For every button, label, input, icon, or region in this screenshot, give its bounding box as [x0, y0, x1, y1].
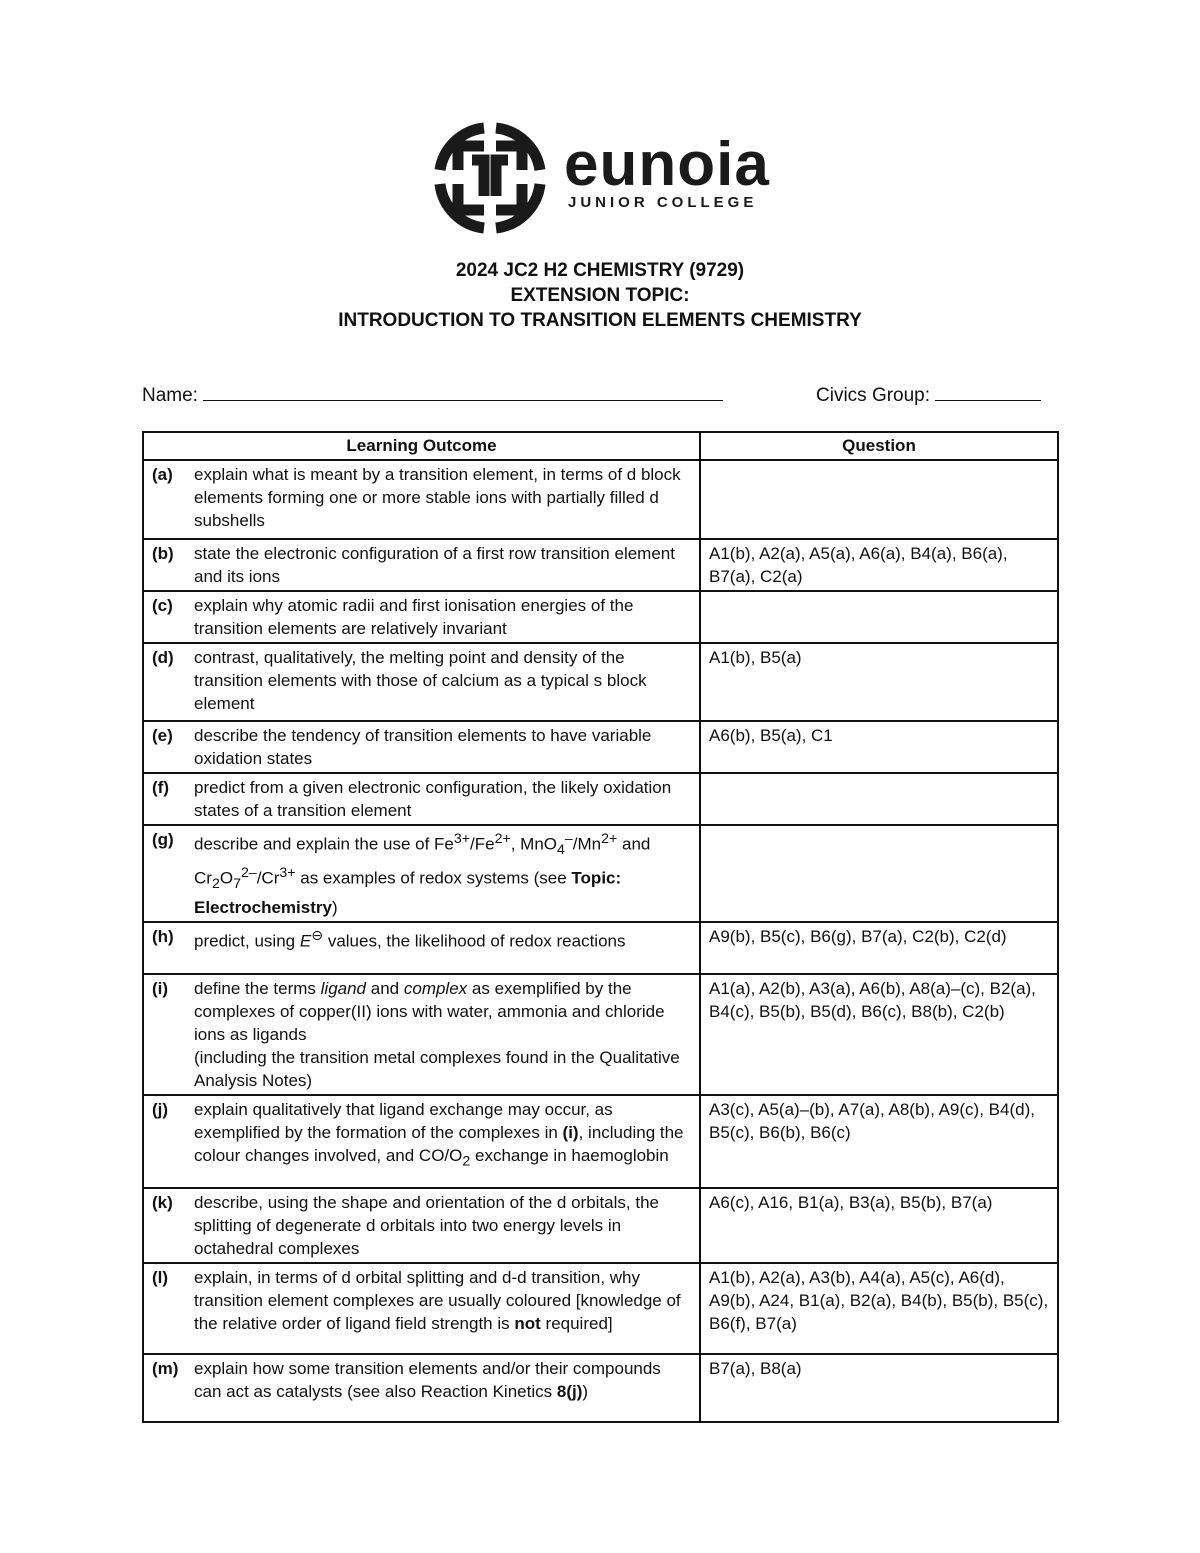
title-line-3: INTRODUCTION TO TRANSITION ELEMENTS CHEMISTRY — [338, 310, 862, 331]
civics-label: Civics Group: — [816, 385, 931, 406]
outcome-text: describe, using the shape and orientation of the d orbitals, the splitting of degenerate d orbitals into two energy levels in octahedral complexes — [194, 1193, 659, 1259]
table-row — [143, 721, 1058, 773]
table-row — [143, 922, 1058, 974]
name-field-row — [142, 382, 723, 407]
outcome-text: explain what is meant by a transition element, in terms of d block elements forming one or more stable ions with partially filled d subshells — [194, 465, 681, 530]
row-label: (a) — [152, 465, 173, 484]
table-row — [143, 1188, 1058, 1263]
question-refs: A1(b), A2(a), A5(a), A6(a), B4(a), B6(a), B7(a), C2(a) — [700, 539, 1058, 591]
row-label: (d) — [152, 648, 174, 667]
civics-field-row — [816, 382, 1041, 407]
question-refs: A6(c), A16, B1(a), B3(a), B5(b), B7(a) — [700, 1188, 1058, 1263]
row-label: (i) — [152, 979, 169, 999]
question-refs: B7(a), B8(a) — [700, 1354, 1058, 1422]
learning-outcomes-table — [142, 431, 1059, 1423]
question-refs — [700, 773, 1058, 825]
outcome-text: describe and explain the use of $Fe^{3+}/Fe^{2+}$, $MnO_4^-/Mn^{2+}$ and $Cr_2O_7^{2-}/Cr^{3+}$ as examples of redox systems (see Topic: Electrochemistry) — [194, 831, 651, 918]
row-label: (m) — [152, 1359, 179, 1379]
table-row — [143, 825, 1058, 922]
question-column-header: Question — [700, 432, 1058, 460]
document-title — [0, 258, 1200, 333]
question-refs — [700, 591, 1058, 643]
outcome-text: explain, in terms of d orbital splitting and d-d transition, why transition element complexes are usually coloured [knowledge of the relative order of ligand field strength is not required] — [194, 1268, 681, 1334]
outcome-text: explain how some transition elements and/or their compounds can act as catalysts (see also Reaction Kinetics 8(j)) — [194, 1359, 661, 1402]
table-row — [143, 1263, 1058, 1354]
brand-name: eunoia — [564, 130, 770, 199]
table-row — [143, 539, 1058, 591]
row-label: (l) — [152, 1268, 169, 1288]
outcome-text: predict, using E⊖ values, the likelihood of redox reactions — [194, 928, 626, 951]
table-row — [143, 773, 1058, 825]
question-refs: A9(b), B5(c), B6(g), B7(a), C2(b), C2(d) — [700, 922, 1058, 974]
table-row — [143, 643, 1058, 721]
table-row — [143, 591, 1058, 643]
outcome-text: contrast, qualitatively, the melting point and density of the transition elements with those of calcium as a typical s block element — [194, 648, 647, 713]
outcome-text: explain qualitatively that ligand exchange may occur, as exemplified by the formation of the complexes in (i), including the colour changes involved, and $CO/O_2$ exchange in haemoglobin — [194, 1100, 684, 1170]
question-refs: A1(a), A2(b), A3(a), A6(b), A8(a)–(c), B2(a), B4(c), B5(b), B5(d), B6(c), B8(b), C2(b) — [700, 974, 1058, 1095]
outcome-text: predict from a given electronic configuration, the likely oxidation states of a transition element — [194, 778, 672, 820]
outcome-column-header: Learning Outcome — [143, 432, 700, 460]
college-logo — [432, 120, 772, 235]
row-label: (k) — [152, 1193, 173, 1213]
table-header-row — [143, 432, 1058, 460]
question-refs — [700, 460, 1058, 539]
row-label: (f) — [152, 778, 169, 797]
title-line-1: 2024 JC2 H2 CHEMISTRY (9729) — [455, 260, 745, 281]
question-refs — [700, 825, 1058, 922]
table-row — [143, 974, 1058, 1095]
table-row — [143, 1095, 1058, 1188]
outcome-text: define the terms ligand and complex as exemplified by the complexes of copper(II) ions with water, ammonia and chloride ions as ligands (including the transition metal complexes found in the Qualitative Analysis Notes) — [194, 979, 680, 1091]
brand-subtitle: JUNIOR COLLEGE — [568, 194, 758, 211]
table-row — [143, 460, 1058, 539]
question-refs: A1(b), B5(a) — [700, 643, 1058, 721]
row-label: (j) — [152, 1100, 169, 1120]
outcome-text: describe the tendency of transition elements to have variable oxidation states — [194, 726, 652, 768]
name-label: Name: — [142, 385, 198, 406]
outcome-text: explain why atomic radii and first ionisation energies of the transition elements are relatively invariant — [194, 596, 634, 638]
title-line-2: EXTENSION TOPIC: — [510, 285, 690, 306]
question-refs: A3(c), A5(a)–(b), A7(a), A8(b), A9(c), B4(d), B5(c), B6(b), B6(c) — [700, 1095, 1058, 1188]
logo-emblem-icon — [432, 120, 548, 235]
question-refs: A1(b), A2(a), A3(b), A4(a), A5(c), A6(d), A9(b), A24, B1(a), B2(a), B4(b), B5(b), B5(c), B6(f), B7(a) — [700, 1263, 1058, 1354]
row-label: (h) — [152, 927, 174, 947]
question-refs: A6(b), B5(a), C1 — [700, 721, 1058, 773]
row-label: (g) — [152, 830, 174, 849]
row-label: (c) — [152, 596, 173, 615]
row-label: (b) — [152, 544, 174, 563]
table-row — [143, 1354, 1058, 1422]
outcome-text: state the electronic configuration of a first row transition element and its ions — [194, 544, 675, 586]
civics-blank[interactable] — [935, 382, 1041, 401]
row-label: (e) — [152, 726, 173, 745]
name-blank[interactable] — [203, 382, 723, 401]
